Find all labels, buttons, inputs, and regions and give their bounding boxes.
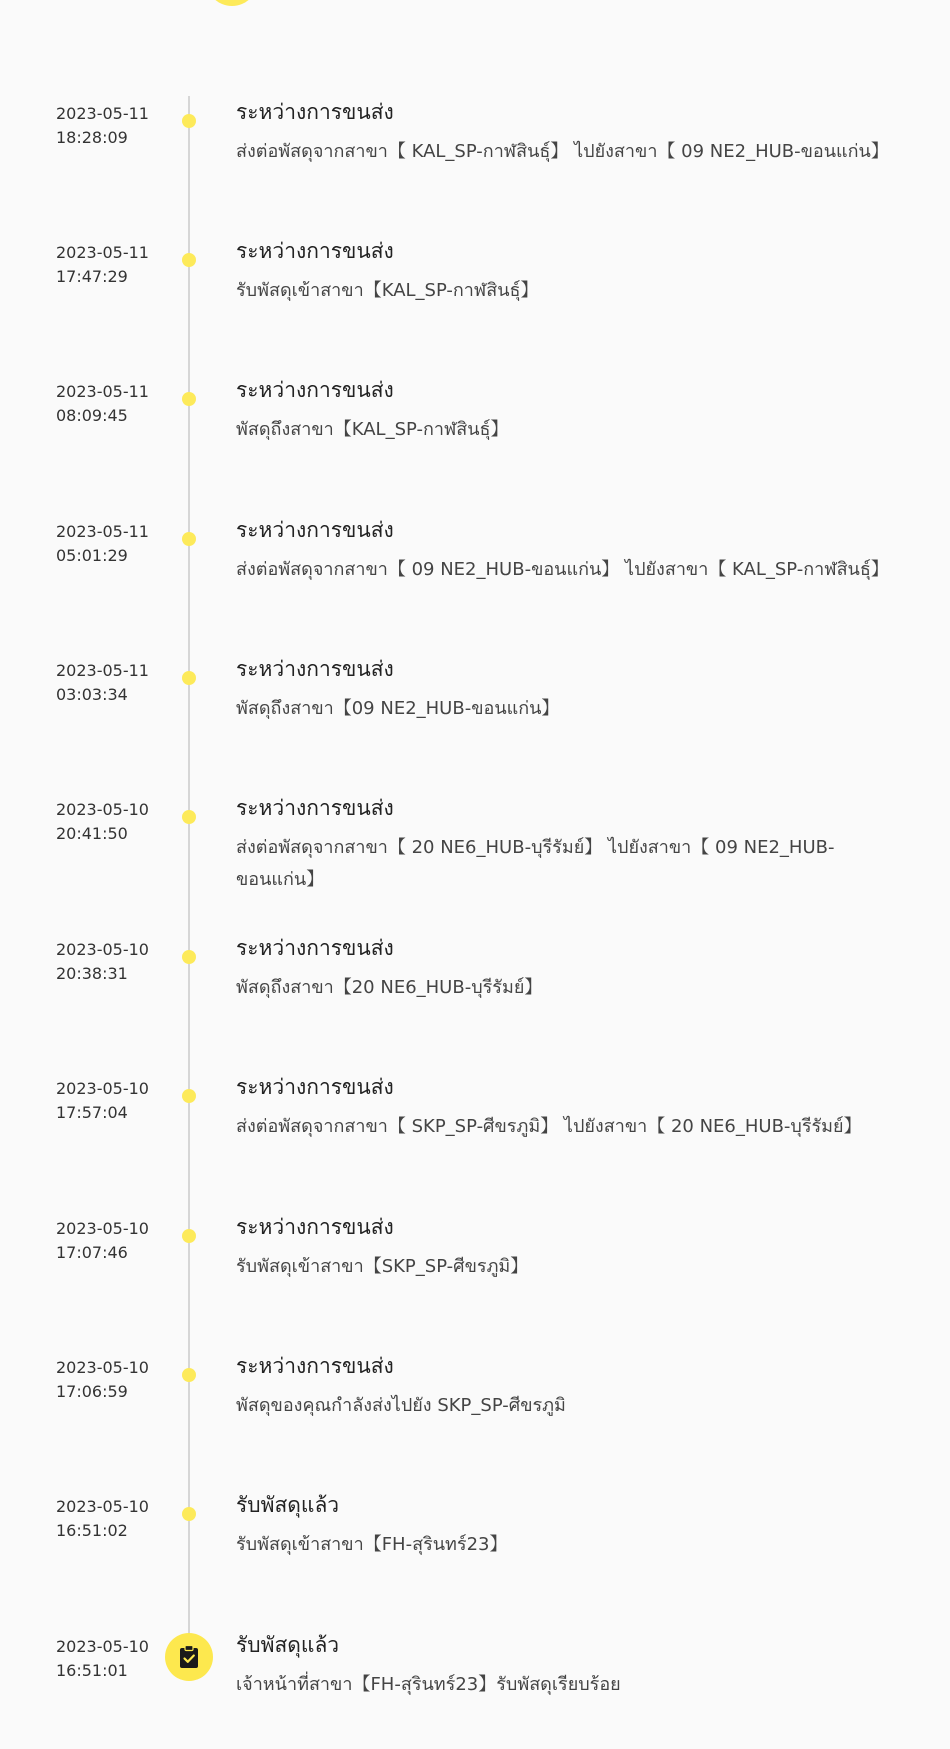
event-description: ส่งต่อพัสดุจากสาขา【 20 NE6_HUB-บุรีรัมย์】 ไปยังสาขา【 09 NE2_HUB-ขอนแก่น】 bbox=[236, 837, 835, 890]
event-time: 20:38:31 bbox=[56, 964, 128, 983]
event-date: 2023-05-11 bbox=[56, 243, 149, 262]
event-description: ส่งต่อพัสดุจากสาขา【 SKP_SP-ศีขรภูมิ】 ไปยังสาขา【 20 NE6_HUB-บุรีรัมย์】 bbox=[236, 1116, 862, 1137]
timeline-dot bbox=[182, 810, 196, 824]
event-time: 18:28:09 bbox=[56, 128, 128, 147]
event-date: 2023-05-10 bbox=[56, 940, 149, 959]
timeline-dot bbox=[182, 671, 196, 685]
event-status: ระหว่างการขนส่ง bbox=[236, 1354, 394, 1378]
timeline-dot bbox=[182, 253, 196, 267]
event-time: 17:47:29 bbox=[56, 267, 128, 286]
event-date: 2023-05-10 bbox=[56, 1079, 149, 1098]
event-description: พัสดุถึงสาขา【20 NE6_HUB-บุรีรัมย์】 bbox=[236, 977, 543, 998]
event-description: ส่งต่อพัสดุจากสาขา【 09 NE2_HUB-ขอนแก่น】 ไปยังสาขา【 KAL_SP-กาฬสินธุ์】 bbox=[236, 559, 889, 580]
clipboard-check-icon bbox=[165, 1633, 213, 1681]
event-date: 2023-05-10 bbox=[56, 1219, 149, 1238]
timeline-event bbox=[0, 932, 950, 1052]
timeline-dot bbox=[182, 1507, 196, 1521]
event-date: 2023-05-11 bbox=[56, 522, 149, 541]
event-status: ระหว่างการขนส่ง bbox=[236, 518, 394, 542]
timeline-event bbox=[0, 235, 950, 355]
event-status: รับพัสดุแล้ว bbox=[236, 1633, 340, 1657]
timeline-event bbox=[0, 374, 950, 494]
event-date: 2023-05-10 bbox=[56, 1358, 149, 1377]
event-time: 08:09:45 bbox=[56, 406, 128, 425]
event-status: ระหว่างการขนส่ง bbox=[236, 936, 394, 960]
event-description: เจ้าหน้าที่สาขา【FH-สุรินทร์23】รับพัสดุเรียบร้อย bbox=[236, 1674, 621, 1695]
event-description: รับพัสดุเข้าสาขา【FH-สุรินทร์23】 bbox=[236, 1534, 508, 1555]
event-status: ระหว่างการขนส่ง bbox=[236, 796, 394, 820]
timeline-event bbox=[0, 653, 950, 773]
timeline-dot bbox=[182, 1089, 196, 1103]
event-date: 2023-05-10 bbox=[56, 1497, 149, 1516]
event-date: 2023-05-11 bbox=[56, 104, 149, 123]
event-time: 05:01:29 bbox=[56, 546, 128, 565]
event-date: 2023-05-11 bbox=[56, 382, 149, 401]
event-status: รับพัสดุแล้ว bbox=[236, 1493, 340, 1517]
timeline-dot bbox=[182, 1368, 196, 1382]
event-description: พัสดุถึงสาขา【KAL_SP-กาฬสินธุ์】 bbox=[236, 419, 509, 440]
timeline-dot bbox=[182, 532, 196, 546]
event-date: 2023-05-10 bbox=[56, 800, 149, 819]
event-time: 16:51:02 bbox=[56, 1521, 128, 1540]
event-description: รับพัสดุเข้าสาขา【SKP_SP-ศีขรภูมิ】 bbox=[236, 1256, 529, 1277]
event-status: ระหว่างการขนส่ง bbox=[236, 657, 394, 681]
timeline-dot bbox=[182, 1229, 196, 1243]
timeline-event bbox=[0, 1211, 950, 1331]
event-time: 17:07:46 bbox=[56, 1243, 128, 1262]
timeline-event bbox=[0, 96, 950, 216]
timeline-event bbox=[0, 514, 950, 634]
timeline-dot bbox=[182, 114, 196, 128]
event-description: พัสดุถึงสาขา【09 NE2_HUB-ขอนแก่น】 bbox=[236, 698, 560, 719]
event-time: 17:06:59 bbox=[56, 1382, 128, 1401]
timeline-event bbox=[0, 1489, 950, 1609]
event-time: 17:57:04 bbox=[56, 1103, 128, 1122]
event-status: ระหว่างการขนส่ง bbox=[236, 239, 394, 263]
timeline-event bbox=[0, 1071, 950, 1191]
timeline-dot bbox=[182, 392, 196, 406]
event-description: ส่งต่อพัสดุจากสาขา【 KAL_SP-กาฬสินธุ์】 ไปยังสาขา【 09 NE2_HUB-ขอนแก่น】 bbox=[236, 141, 889, 162]
event-status: ระหว่างการขนส่ง bbox=[236, 100, 394, 124]
timeline-event bbox=[0, 792, 950, 912]
status-top-marker bbox=[206, 0, 258, 6]
event-time: 03:03:34 bbox=[56, 685, 128, 704]
timeline-event bbox=[0, 1629, 950, 1749]
event-description: พัสดุของคุณกำลังส่งไปยัง SKP_SP-ศีขรภูมิ bbox=[236, 1395, 566, 1416]
event-time: 16:51:01 bbox=[56, 1661, 128, 1680]
event-time: 20:41:50 bbox=[56, 824, 128, 843]
event-status: ระหว่างการขนส่ง bbox=[236, 378, 394, 402]
event-date: 2023-05-11 bbox=[56, 661, 149, 680]
event-date: 2023-05-10 bbox=[56, 1637, 149, 1656]
event-description: รับพัสดุเข้าสาขา【KAL_SP-กาฬสินธุ์】 bbox=[236, 280, 539, 301]
event-status: ระหว่างการขนส่ง bbox=[236, 1215, 394, 1239]
timeline-dot bbox=[182, 950, 196, 964]
timeline-event bbox=[0, 1350, 950, 1470]
event-status: ระหว่างการขนส่ง bbox=[236, 1075, 394, 1099]
